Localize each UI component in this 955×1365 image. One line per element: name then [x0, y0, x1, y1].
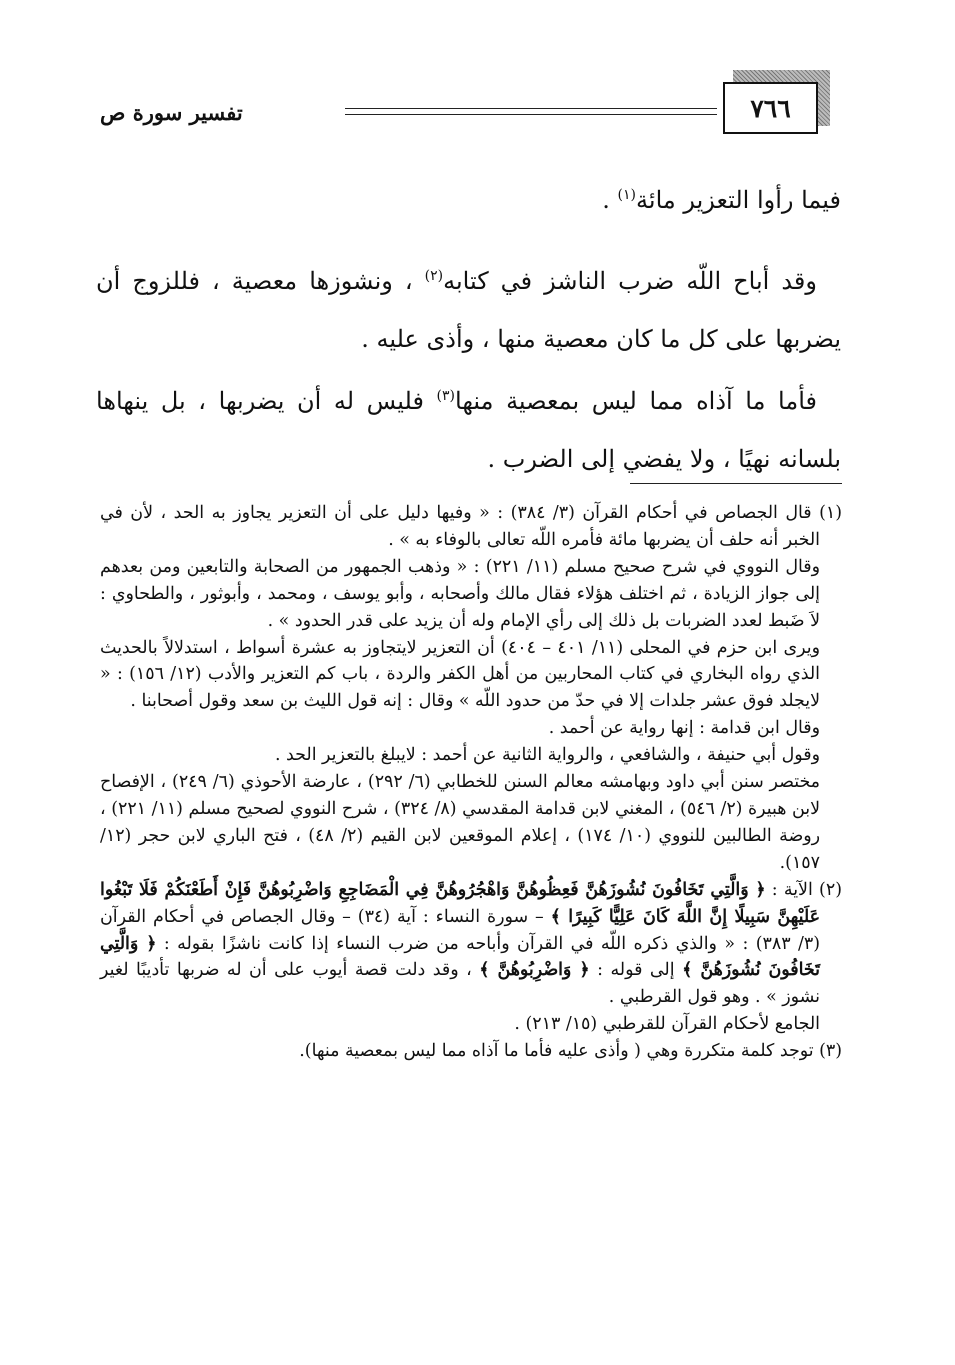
p1-end: . [602, 186, 618, 214]
footnote-number-3: (٣) [819, 1041, 842, 1062]
p2-text-a: وقد أباح اللّه ضرب الناشز في كتابه [443, 267, 817, 295]
p3-text-b: فليس له أن يضربها ، بل ينهاها بلسانه نهيًا ، ولا يفضي إلى الضرب . [96, 387, 841, 473]
quran-verse: ﴿ وَالَّتِي تَخَافُونَ نُشُوزَهُنَّ فَعِظُوهُنَّ وَاهْجُرُوهُنَّ فِي الْمَضَاجِعِ وَاضْرِبُوهُنَّ فَإِنْ أَطَعْنَكُمْ فَلَا تَبْغُوا عَلَيْهِنَّ سَبِيلًا إِنَّ اللَّهَ كَانَ عَلِيًّا كَبِيرًا ﴾ [100, 879, 820, 927]
footnote-1-para-d: وقال ابن قدامة : إنها رواية عن أحمد . [548, 718, 820, 739]
main-paragraph-3 [96, 372, 841, 488]
footnote-2-text-a4: ، وقد دلت قصة أيوب على أن له ضربها تأديبًا لغير نشوز » . وهو قول القرطبي . [100, 960, 820, 1008]
header-rule [345, 108, 717, 115]
p2-text-b: ، ونشوزها معصية ، فللزوج أن يضربها على كل ما كان معصية منها ، وأذى عليه . [96, 267, 841, 353]
footnote-3 [100, 1038, 842, 1065]
p3-text-a: فأما ما آذاه مما ليس بمعصية منها [455, 387, 817, 415]
footnote-number-1: (١) [819, 503, 843, 523]
footnote-1-para-e: وقول أبي حنيفة ، والشافعي ، والرواية الثانية عن أحمد : لايبلغ بالتعزير الحد . [274, 745, 820, 766]
footnote-separator [630, 483, 842, 484]
footnote-2 [100, 877, 842, 1012]
footnote-number-2: (٢) [819, 879, 842, 900]
footnote-ref-2: (٢) [424, 268, 444, 284]
footnote-ref-3: (٣) [436, 388, 455, 404]
footnote-1-references: مختصر سنن أبي داود وبهامشه معالم السنن للخطابي (٦/ ٢٩٢) ، عارضة الأحوذي (٦/ ٢٤٩) ، الإفصاح لابن هبيرة (٢/ ٥٤٦) ، المغني لابن قدامة المقدسي (٨/ ٣٢٤) ، شرح النووي لصحيح مسلم (١١/ ٢٢١) ، روضة الطالبين للنووي (١٠/ ١٧٤) ، إعلام الموقعين لابن القيم (٢/ ٤٨) ، فتح الباري لابن حجر (١٢/ ١٥٧). [100, 772, 821, 873]
footnote-1 [100, 500, 842, 554]
footnote-2-text-a2: – سورة النساء : آية (٣٤) – وقال الجصاص في أحكام القرآن (٣/ ٣٨٣) : « والذي ذكره اللّه في القرآن وأباحه من ضرب النساء إذا كانت ناشزًا بقوله : [100, 906, 820, 954]
quran-verse-2: ﴿ وَالَّتِي تَخَافُونَ نُشُوزَهُنَّ ﴾ [100, 933, 820, 981]
main-paragraph-2 [96, 252, 841, 368]
quran-verse-3: ﴿ وَاضْرِبُوهُنَّ ﴾ [479, 960, 590, 981]
footnote-1-para-b: وقال النووي في شرح صحيح مسلم (١١/ ٢٢١) : « وذهب الجمهور من الصحابة والتابعين ومن بعدهم إلى جواز الزيادة ، ثم اختلف هؤلاء فقال مالك وأصحابه ، وأبو يوسف ، ومحمد ، وأبوثور ، والطحاوي : لاَ ضَبط لعدد الضربات بل ذلك إلى رأي الإمام وله أن يزيد على قدر الحدود » . [100, 556, 820, 631]
footnote-2-reference: الجامع لأحكام القرآن للقرطبي (١٥/ ٢١٣) . [514, 1014, 820, 1035]
footnote-3-text: توجد كلمة متكررة وهي ( وأذى عليه فأما ما آذاه مما ليس بمعصية منها). [299, 1041, 814, 1062]
footnote-ref-1: (١) [617, 187, 637, 203]
running-title: تفسير سورة ص [100, 100, 243, 125]
footnote-1-para-c: ويرى ابن حزم في المحلى (١١/ ٤٠١ – ٤٠٤) أن التعزير لايتجاوز به عشرة أسواط ، استدلالاً بالحديث الذي رواه البخاري في كتاب المحاربين من أهل الكفر والردة ، باب كم التعزير والأدب (١٢/ ١٥٦) : « لايجلد فوق عشر جلدات إلا في حدّ من حدود اللّه » وقال : إنه قول الليث بن سعد وقول أصحابنا . [100, 637, 821, 712]
footnote-2-text-a3: إلى قوله : [589, 960, 683, 981]
p1-text: فيما رأوا التعزير مائة [636, 186, 841, 214]
page-number: ٧٦٦ [723, 82, 818, 134]
footnote-2-text-a1: الآية : [765, 879, 813, 900]
footnotes [100, 500, 842, 1065]
footnote-1-text-a: قال الجصاص في أحكام القرآن (٣/ ٣٨٤) : « وفيها دليل على أن التعزير يجاوز به الحد ، لأن في الخبر أنه حلف أن يضربها مائة فأمره اللّه تعالى بالوفاء به » . [100, 503, 820, 550]
main-paragraph-1 [96, 186, 841, 214]
